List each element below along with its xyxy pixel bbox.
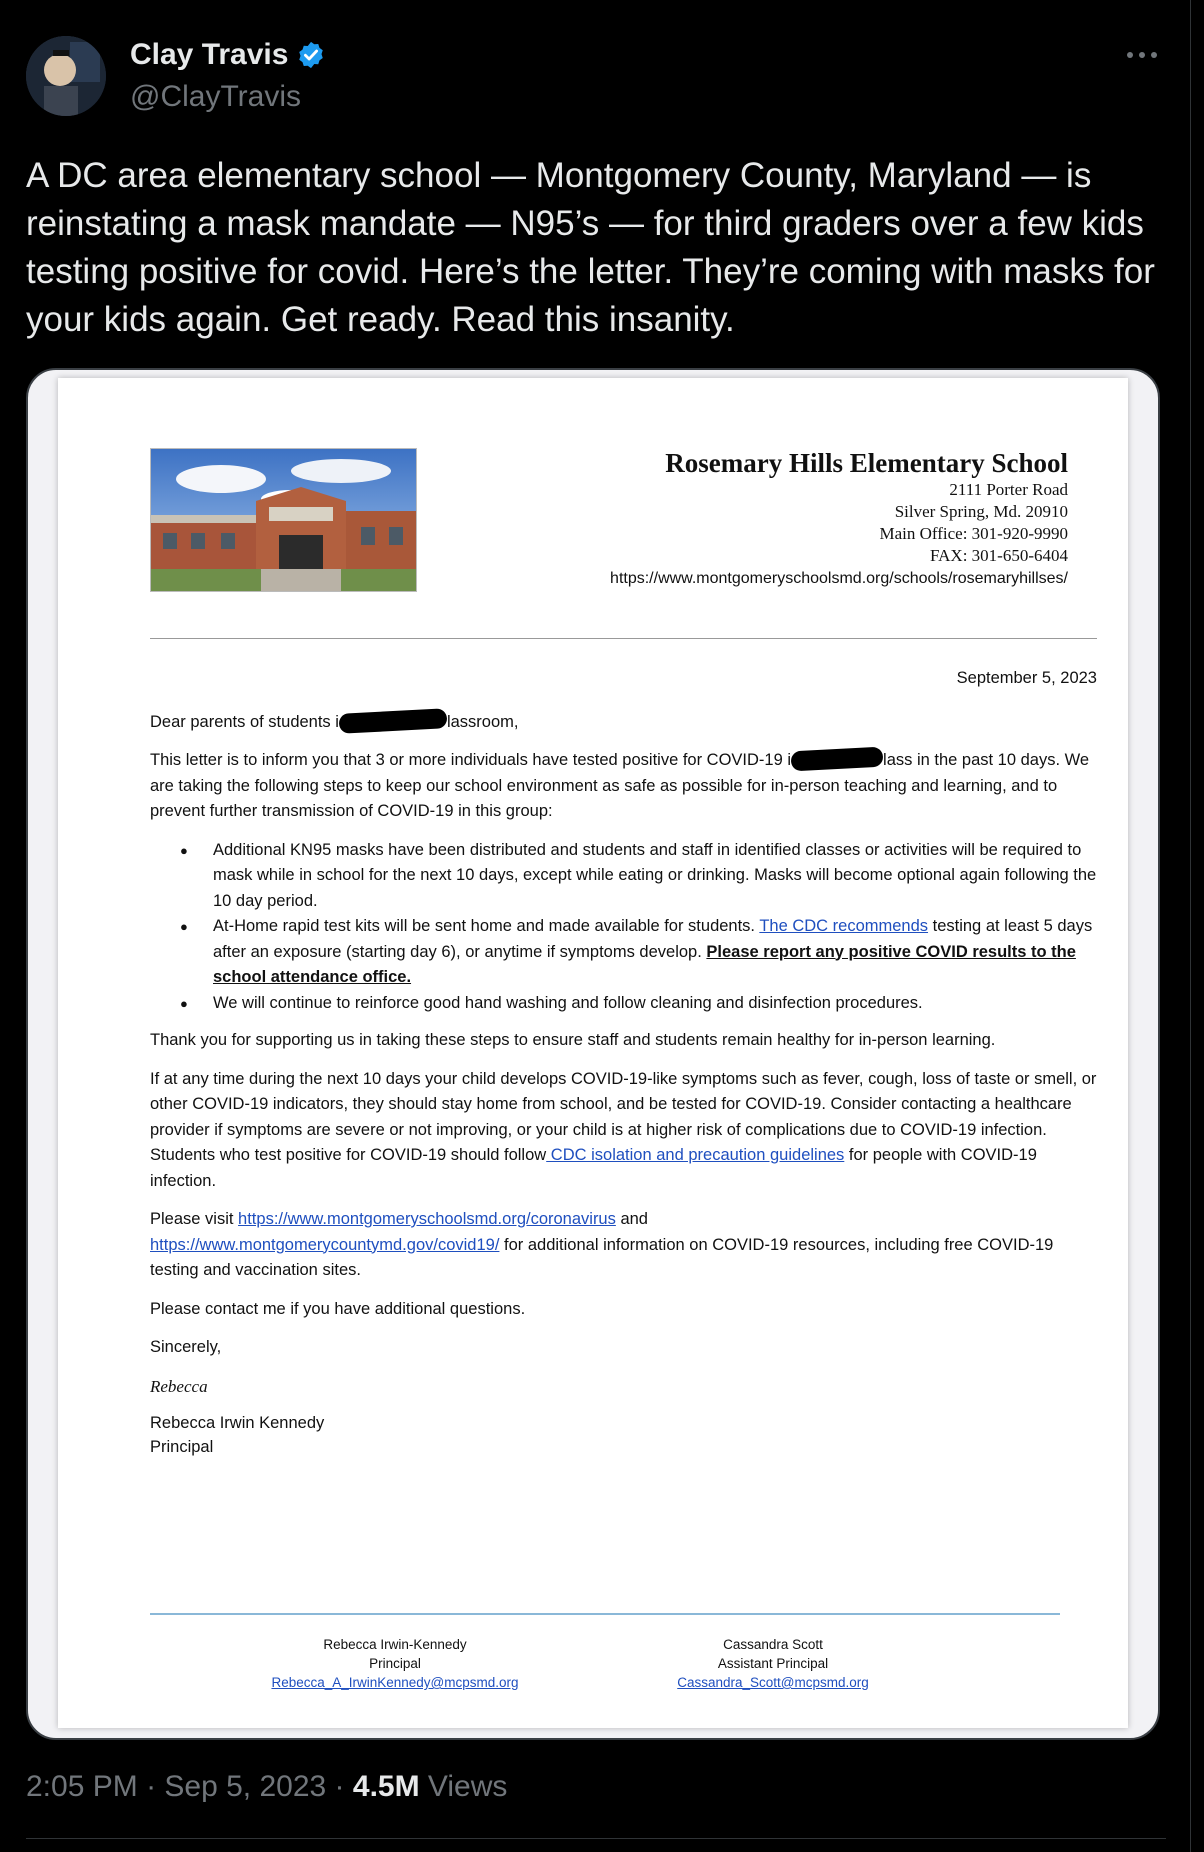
address-line-2: Silver Spring, Md. 20910 [894,502,1068,521]
fax-number: FAX: 301-650-6404 [929,546,1068,565]
thanks-paragraph: Thank you for supporting us in taking these steps to ensure staff and students remain healthy for in-person learning. [150,1031,996,1049]
tweet-time[interactable]: 2:05 PM [26,1770,138,1803]
more-options-icon[interactable] [1122,40,1162,70]
list-item: ● Additional KN95 masks have been distributed and students and staff in identified classes or activities will be required to mask while in school for the next 10 days, except while eating or drinking. Masks will become optional again following the 10 day period. [150,838,1097,915]
greeting: Dear parents of students i lassroom, [150,710,1097,736]
letterhead-divider [150,638,1097,639]
letter-document [58,378,1128,1728]
steps-list [150,838,1097,1017]
footer-title: Principal [369,1656,421,1671]
mcps-coronavirus-link: https://www.montgomeryschoolsmd.org/coronavirus [238,1210,616,1228]
cdc-guidelines-link: CDC isolation and precaution guidelines [546,1146,845,1164]
signer-block [150,1411,1097,1459]
footer-principal [250,1635,540,1692]
redaction-mark [791,747,884,772]
symptoms-paragraph: If at any time during the next 10 days your child develops COVID-19-like symptoms such as fever, cough, loss of taste or smell, or other COVID-19 indicators, they should stay home from school, and be tested for COVID-19. Consider contacting a healthcare provider if symptoms are severe or not improving, or your child is at higher risk of complications due to COVID-19 infection. Students who test positive for COVID-19 should follow CDC isolation and precaution guidelines for people with COVID-19 infection. [150,1069,1097,1190]
footer-assistant-principal [628,1635,918,1692]
redaction-mark [338,708,447,734]
handwritten-signature: Rebecca [150,1376,208,1396]
intro-paragraph: This letter is to inform you that 3 or more individuals have tested positive for COVID-19 i lass in the past 10 days. We are taking the following steps to keep our school environment as safe as possible for in-person teaching and learning, and to prevent further transmission of COVID-19 in this group: [150,748,1097,825]
school-name: Rosemary Hills Elementary School [665,448,1068,478]
display-name[interactable]: Clay Travis [130,38,289,71]
closing: Sincerely, [150,1338,222,1356]
divider [26,1838,1166,1839]
list-item: ● At-Home rapid test kits will be sent home and made available for students. The CDC recommends testing at least 5 days after an exposure (starting day 6), or anytime if symptoms develop. Please report any positive COVID results to the school attendance office. [150,914,1097,991]
resources-paragraph: Please visit https://www.montgomeryschoolsmd.org/coronavirus and https://www.montgomerycountymd.gov/covid19/ for additional information on COVID-19 resources, including free COVID-19 testing and vaccination sites. [150,1210,1054,1279]
column-border [1190,0,1191,1852]
cdc-recommends-link: The CDC recommends [759,917,929,935]
tweet-text: A DC area elementary school — Montgomery County, Maryland — is reinstating a mask mandate — N95’s — for third graders over a few kids testing positive for covid. Here’s the letter. They’re coming with masks for your kids again. Get ready. Read this insanity. [26,156,1155,339]
county-covid-link: https://www.montgomerycountymd.gov/covid19/ [150,1235,500,1254]
letterhead [610,448,1068,591]
tweet-media-image[interactable] [26,368,1160,1740]
footer-divider [150,1613,1060,1615]
footer-name: Rebecca Irwin-Kennedy [323,1637,467,1652]
letter-date: September 5, 2023 [956,669,1097,687]
verified-badge-icon[interactable] [296,40,326,70]
school-website: https://www.montgomeryschoolsmd.org/schools/rosemaryhillses/ [610,570,1068,587]
views-label: Views [419,1770,508,1803]
address-line-1: 2111 Porter Road [949,480,1068,499]
signer-name: Rebecca Irwin Kennedy [150,1414,325,1432]
tweet-metadata: 2:05 PM · Sep 5, 2023 · 4.5M Views [26,1770,508,1803]
school-building-photo [150,448,417,592]
contact-paragraph: Please contact me if you have additional questions. [150,1299,526,1318]
views-count: 4.5M [352,1770,420,1803]
avatar[interactable] [26,36,106,116]
footer-name: Cassandra Scott [723,1637,823,1652]
signer-title: Principal [150,1438,214,1456]
main-office-phone: Main Office: 301-920-9990 [879,524,1068,543]
footer-email: Cassandra_Scott@mcpsmd.org [677,1675,869,1690]
footer-title: Assistant Principal [717,1656,829,1671]
avatar-image [26,36,106,116]
list-item: ● We will continue to reinforce good hand washing and follow cleaning and disinfection procedures. [150,991,1097,1017]
handle[interactable]: @ClayTravis [130,80,302,113]
footer-email: Rebecca_A_IrwinKennedy@mcpsmd.org [271,1675,519,1690]
letter-body [150,666,1097,1459]
report-positive-notice: Please report any positive COVID results to the school attendance office. [213,942,1076,986]
tweet-date[interactable]: Sep 5, 2023 [164,1770,327,1803]
